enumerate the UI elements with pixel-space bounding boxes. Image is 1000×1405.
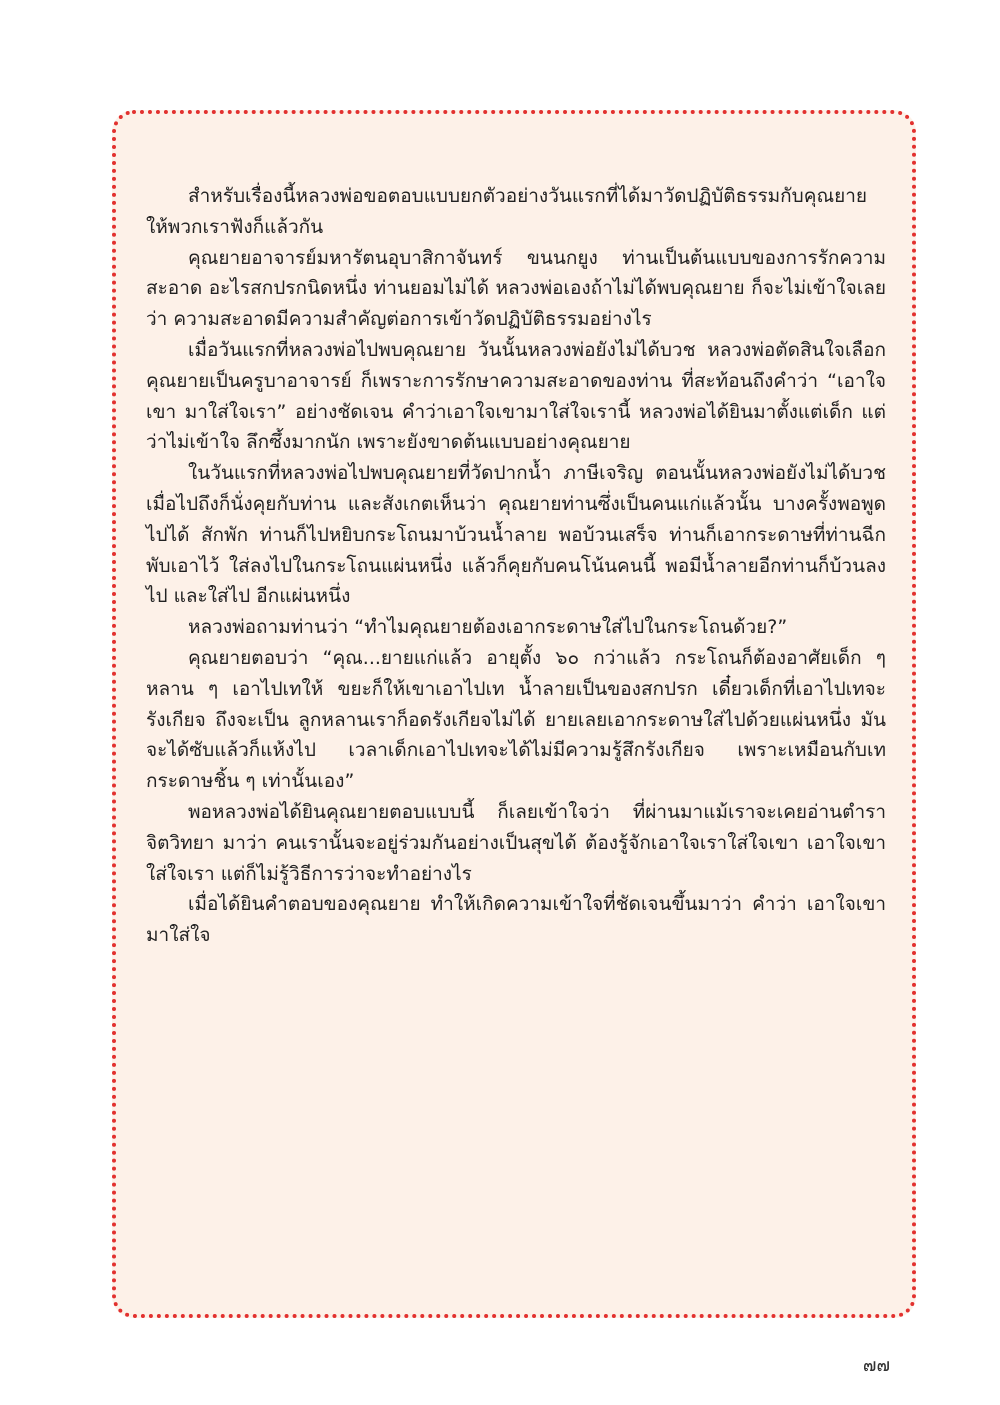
paragraph-2: คุณยายอาจารย์มหารัตนอุบาสิกาจันทร์ ขนนกยูง ท่านเป็นต้นแบบของการรักความสะอาด อะไรสกปรกนิดหนึ่ง ท่านยอมไม่ได้ หลวงพ่อเองถ้าไม่ได้พบคุณยาย ก็จะไม่เข้าใจเลยว่า ความสะอาดมีความสำคัญต่อการเข้าวัดปฏิบัติธรรมอย่างไร	[146, 246, 886, 331]
paragraph-3: เมื่อวันแรกที่หลวงพ่อไปพบคุณยาย วันนั้นหลวงพ่อยังไม่ได้บวช หลวงพ่อตัดสินใจเลือก คุณยายเป็นครูบาอาจารย์ ก็เพราะการรักษาความสะอาดของท่าน ที่สะท้อนถึงคำว่า “เอาใจเขา มาใส่ใจเรา” อย่างชัดเจน คำว่าเอาใจเขามาใส่ใจเรานี้ หลวงพ่อได้ยินมาตั้งแต่เด็ก แต่ว่าไม่เข้าใจ ลึกซึ้งมากนัก เพราะยังขาดต้นแบบอย่างคุณยาย	[146, 338, 886, 454]
paragraph-4: ในวันแรกที่หลวงพ่อไปพบคุณยายที่วัดปากน้ำ ภาษีเจริญ ตอนนั้นหลวงพ่อยังไม่ได้บวช เมื่อไปถึงก็นั่งคุยกับท่าน และสังเกตเห็นว่า คุณยายท่านซึ่งเป็นคนแก่แล้วนั้น บางครั้งพอพูดไปได้ สักพัก ท่านก็ไปหยิบกระโถนมาบ้วนน้ำลาย พอบ้วนเสร็จ ท่านก็เอากระดาษที่ท่านฉีกพับเอาไว้ ใส่ลงไปในกระโถนแผ่นหนึ่ง แล้วก็คุยกับคนโน้นคนนี้ พอมีน้ำลายอีกท่านก็บ้วนลงไป และใส่ไป อีกแผ่นหนึ่ง	[146, 462, 886, 608]
paragraph-7: พอหลวงพ่อได้ยินคุณยายตอบแบบนี้ ก็เลยเข้าใจว่า ที่ผ่านมาแม้เราจะเคยอ่านตำราจิตวิทยา มาว่า คนเรานั้นจะอยู่ร่วมกันอย่างเป็นสุขได้ ต้องรู้จักเอาใจเราใส่ใจเขา เอาใจเขาใส่ใจเรา แต่ก็ไม่รู้วิธีการว่าจะทำอย่างไร	[146, 800, 886, 885]
body-text	[146, 181, 886, 951]
paragraph-5: หลวงพ่อถามท่านว่า “ทำไมคุณยายต้องเอากระดาษใส่ไปในกระโถนด้วย?”	[188, 616, 788, 639]
paragraph-6: คุณยายตอบว่า “คุณ...ยายแก่แล้ว อายุตั้ง ๖๐ กว่าแล้ว กระโถนก็ต้องอาศัยเด็ก ๆ หลาน ๆ เอาไปเทให้ ขยะก็ให้เขาเอาไปเท น้ำลายเป็นของสกปรก เดี๋ยวเด็กที่เอาไปเทจะรังเกียจ ถึงจะเป็น ลูกหลานเราก็อดรังเกียจไม่ได้ ยายเลยเอากระดาษใส่ไปด้วยแผ่นหนึ่ง มันจะได้ซับแล้วก็แห้งไป เวลาเด็กเอาไปเทจะได้ไม่มีความรู้สึกรังเกียจ เพราะเหมือนกับเทกระดาษชิ้น ๆ เท่านั้นเอง”	[146, 646, 886, 793]
paragraph-8: เมื่อได้ยินคำตอบของคุณยาย ทำให้เกิดความเข้าใจที่ชัดเจนขึ้นมาว่า คำว่า เอาใจเขามาใส่ใจ	[146, 893, 886, 947]
paragraph-1: สำหรับเรื่องนี้หลวงพ่อขอตอบแบบยกตัวอย่างวันแรกที่ได้มาวัดปฏิบัติธรรมกับคุณยาย ให้พวกเราฟังก็แล้วกัน	[146, 185, 868, 238]
page-number: ๗๗	[862, 1355, 890, 1376]
